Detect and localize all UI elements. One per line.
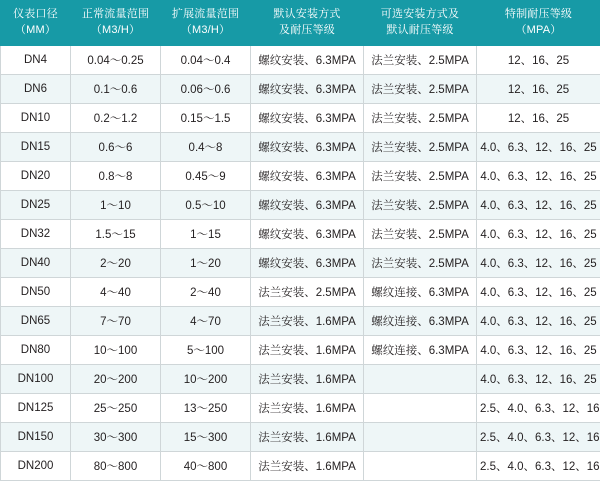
- column-header-0: [1, 1, 71, 46]
- table-cell: DN6: [1, 74, 71, 103]
- column-header-line: 正常流量范围: [73, 7, 158, 23]
- table-cell: 12、16、25: [477, 45, 600, 74]
- table-cell: 法兰安装、1.6MPA: [251, 364, 364, 393]
- table-cell: DN15: [1, 132, 71, 161]
- table-row: [1, 103, 600, 132]
- table-cell: 80～800: [71, 451, 161, 480]
- table-cell: 2.5、4.0、6.3、12、16: [477, 393, 600, 422]
- table-cell: 法兰安装、2.5MPA: [364, 74, 477, 103]
- table-cell: 2～40: [161, 277, 251, 306]
- table-row: [1, 132, 600, 161]
- table-cell: DN150: [1, 422, 71, 451]
- table-cell: 0.04～0.4: [161, 45, 251, 74]
- table-cell: 0.5～10: [161, 190, 251, 219]
- column-header-3: [251, 1, 364, 46]
- table-cell: 螺纹安装、6.3MPA: [251, 74, 364, 103]
- table-cell: 螺纹连接、6.3MPA: [364, 306, 477, 335]
- table-cell: 0.4～8: [161, 132, 251, 161]
- table-cell: DN10: [1, 103, 71, 132]
- table-cell: 螺纹安装、6.3MPA: [251, 161, 364, 190]
- column-header-line: （M3/H）: [163, 23, 248, 39]
- table-cell: 1～10: [71, 190, 161, 219]
- table-cell: 螺纹安装、6.3MPA: [251, 219, 364, 248]
- column-header-line: 仪表口径: [3, 7, 68, 23]
- table-cell: 螺纹安装、6.3MPA: [251, 45, 364, 74]
- column-header-line: 及耐压等级: [253, 23, 361, 39]
- table-cell: 2.5、4.0、6.3、12、16: [477, 451, 600, 480]
- table-row: [1, 422, 600, 451]
- table-row: [1, 277, 600, 306]
- table-cell: DN65: [1, 306, 71, 335]
- table-cell: 2～20: [71, 248, 161, 277]
- column-header-5: [477, 1, 600, 46]
- table-cell: 0.1～0.6: [71, 74, 161, 103]
- column-header-1: [71, 1, 161, 46]
- table-cell: 法兰安装、2.5MPA: [364, 45, 477, 74]
- column-header-line: 特制耐压等级: [479, 7, 598, 23]
- table-cell: 4.0、6.3、12、16、25: [477, 306, 600, 335]
- table-cell: DN32: [1, 219, 71, 248]
- column-header-line: 默认耐压等级: [366, 23, 474, 39]
- table-cell: 0.8～8: [71, 161, 161, 190]
- table-cell: 法兰安装、1.6MPA: [251, 451, 364, 480]
- table-cell: 40～800: [161, 451, 251, 480]
- table-cell: 法兰安装、2.5MPA: [364, 190, 477, 219]
- table-cell: 4～40: [71, 277, 161, 306]
- table-row: [1, 335, 600, 364]
- table-cell: 4.0、6.3、12、16、25: [477, 248, 600, 277]
- table-row: [1, 306, 600, 335]
- table-cell: 1～15: [161, 219, 251, 248]
- table-cell: 1.5～15: [71, 219, 161, 248]
- table-cell: 法兰安装、2.5MPA: [364, 103, 477, 132]
- table-cell: 法兰安装、2.5MPA: [364, 132, 477, 161]
- table-cell: 法兰安装、2.5MPA: [364, 161, 477, 190]
- table-cell: 12、16、25: [477, 103, 600, 132]
- table-cell: 0.45～9: [161, 161, 251, 190]
- table-cell: 4.0、6.3、12、16、25: [477, 161, 600, 190]
- table-cell: 4.0、6.3、12、16、25: [477, 132, 600, 161]
- table-cell: [364, 393, 477, 422]
- column-header-line: （MPA）: [479, 23, 598, 39]
- table-cell: 13～250: [161, 393, 251, 422]
- table-cell: [364, 364, 477, 393]
- table-cell: DN25: [1, 190, 71, 219]
- table-cell: 4.0、6.3、12、16、25: [477, 190, 600, 219]
- column-header-line: 默认安装方式: [253, 7, 361, 23]
- table-cell: 12、16、25: [477, 74, 600, 103]
- table-cell: 4.0、6.3、12、16、25: [477, 364, 600, 393]
- column-header-4: [364, 1, 477, 46]
- table-cell: 25～250: [71, 393, 161, 422]
- table-cell: 螺纹安装、6.3MPA: [251, 190, 364, 219]
- table-cell: 法兰安装、1.6MPA: [251, 335, 364, 364]
- table-cell: [364, 451, 477, 480]
- table-cell: 法兰安装、1.6MPA: [251, 422, 364, 451]
- table-cell: 20～200: [71, 364, 161, 393]
- table-row: [1, 364, 600, 393]
- table-cell: 螺纹安装、6.3MPA: [251, 248, 364, 277]
- table-cell: 0.06～0.6: [161, 74, 251, 103]
- column-header-line: （M3/H）: [73, 23, 158, 39]
- table-cell: 4.0、6.3、12、16、25: [477, 219, 600, 248]
- table-header-row: [1, 1, 600, 46]
- table-cell: 15～300: [161, 422, 251, 451]
- table-row: [1, 393, 600, 422]
- table-cell: 法兰安装、2.5MPA: [364, 248, 477, 277]
- table-row: [1, 190, 600, 219]
- table-cell: 0.04～0.25: [71, 45, 161, 74]
- table-cell: DN125: [1, 393, 71, 422]
- table-cell: 4～70: [161, 306, 251, 335]
- table-cell: 7～70: [71, 306, 161, 335]
- table-row: [1, 74, 600, 103]
- table-row: [1, 219, 600, 248]
- table-cell: DN200: [1, 451, 71, 480]
- table-cell: 30～300: [71, 422, 161, 451]
- table-cell: 4.0、6.3、12、16、25: [477, 335, 600, 364]
- table-cell: 螺纹安装、6.3MPA: [251, 103, 364, 132]
- column-header-line: 扩展流量范围: [163, 7, 248, 23]
- table-cell: 法兰安装、1.6MPA: [251, 393, 364, 422]
- table-cell: DN80: [1, 335, 71, 364]
- column-header-2: [161, 1, 251, 46]
- table-cell: 螺纹连接、6.3MPA: [364, 277, 477, 306]
- table-cell: DN100: [1, 364, 71, 393]
- table-cell: [364, 422, 477, 451]
- table-cell: 10～200: [161, 364, 251, 393]
- table-body: [1, 45, 600, 480]
- table-cell: DN4: [1, 45, 71, 74]
- table-row: [1, 248, 600, 277]
- table-header: [1, 1, 600, 46]
- table-cell: 0.2～1.2: [71, 103, 161, 132]
- table-row: [1, 45, 600, 74]
- table-row: [1, 451, 600, 480]
- table-cell: 螺纹安装、6.3MPA: [251, 132, 364, 161]
- table-cell: DN40: [1, 248, 71, 277]
- column-header-line: 可选安装方式及: [366, 7, 474, 23]
- table-cell: 0.6～6: [71, 132, 161, 161]
- table-cell: 4.0、6.3、12、16、25: [477, 277, 600, 306]
- table-cell: 0.15～1.5: [161, 103, 251, 132]
- table-cell: 2.5、4.0、6.3、12、16: [477, 422, 600, 451]
- table-cell: 1～20: [161, 248, 251, 277]
- table-cell: 法兰安装、1.6MPA: [251, 306, 364, 335]
- table-cell: 法兰安装、2.5MPA: [251, 277, 364, 306]
- table-cell: DN20: [1, 161, 71, 190]
- column-header-line: （MM）: [3, 23, 68, 39]
- table-cell: 5～100: [161, 335, 251, 364]
- table-cell: 法兰安装、2.5MPA: [364, 219, 477, 248]
- table-cell: 螺纹连接、6.3MPA: [364, 335, 477, 364]
- table-cell: 10～100: [71, 335, 161, 364]
- table-row: [1, 161, 600, 190]
- table-cell: DN50: [1, 277, 71, 306]
